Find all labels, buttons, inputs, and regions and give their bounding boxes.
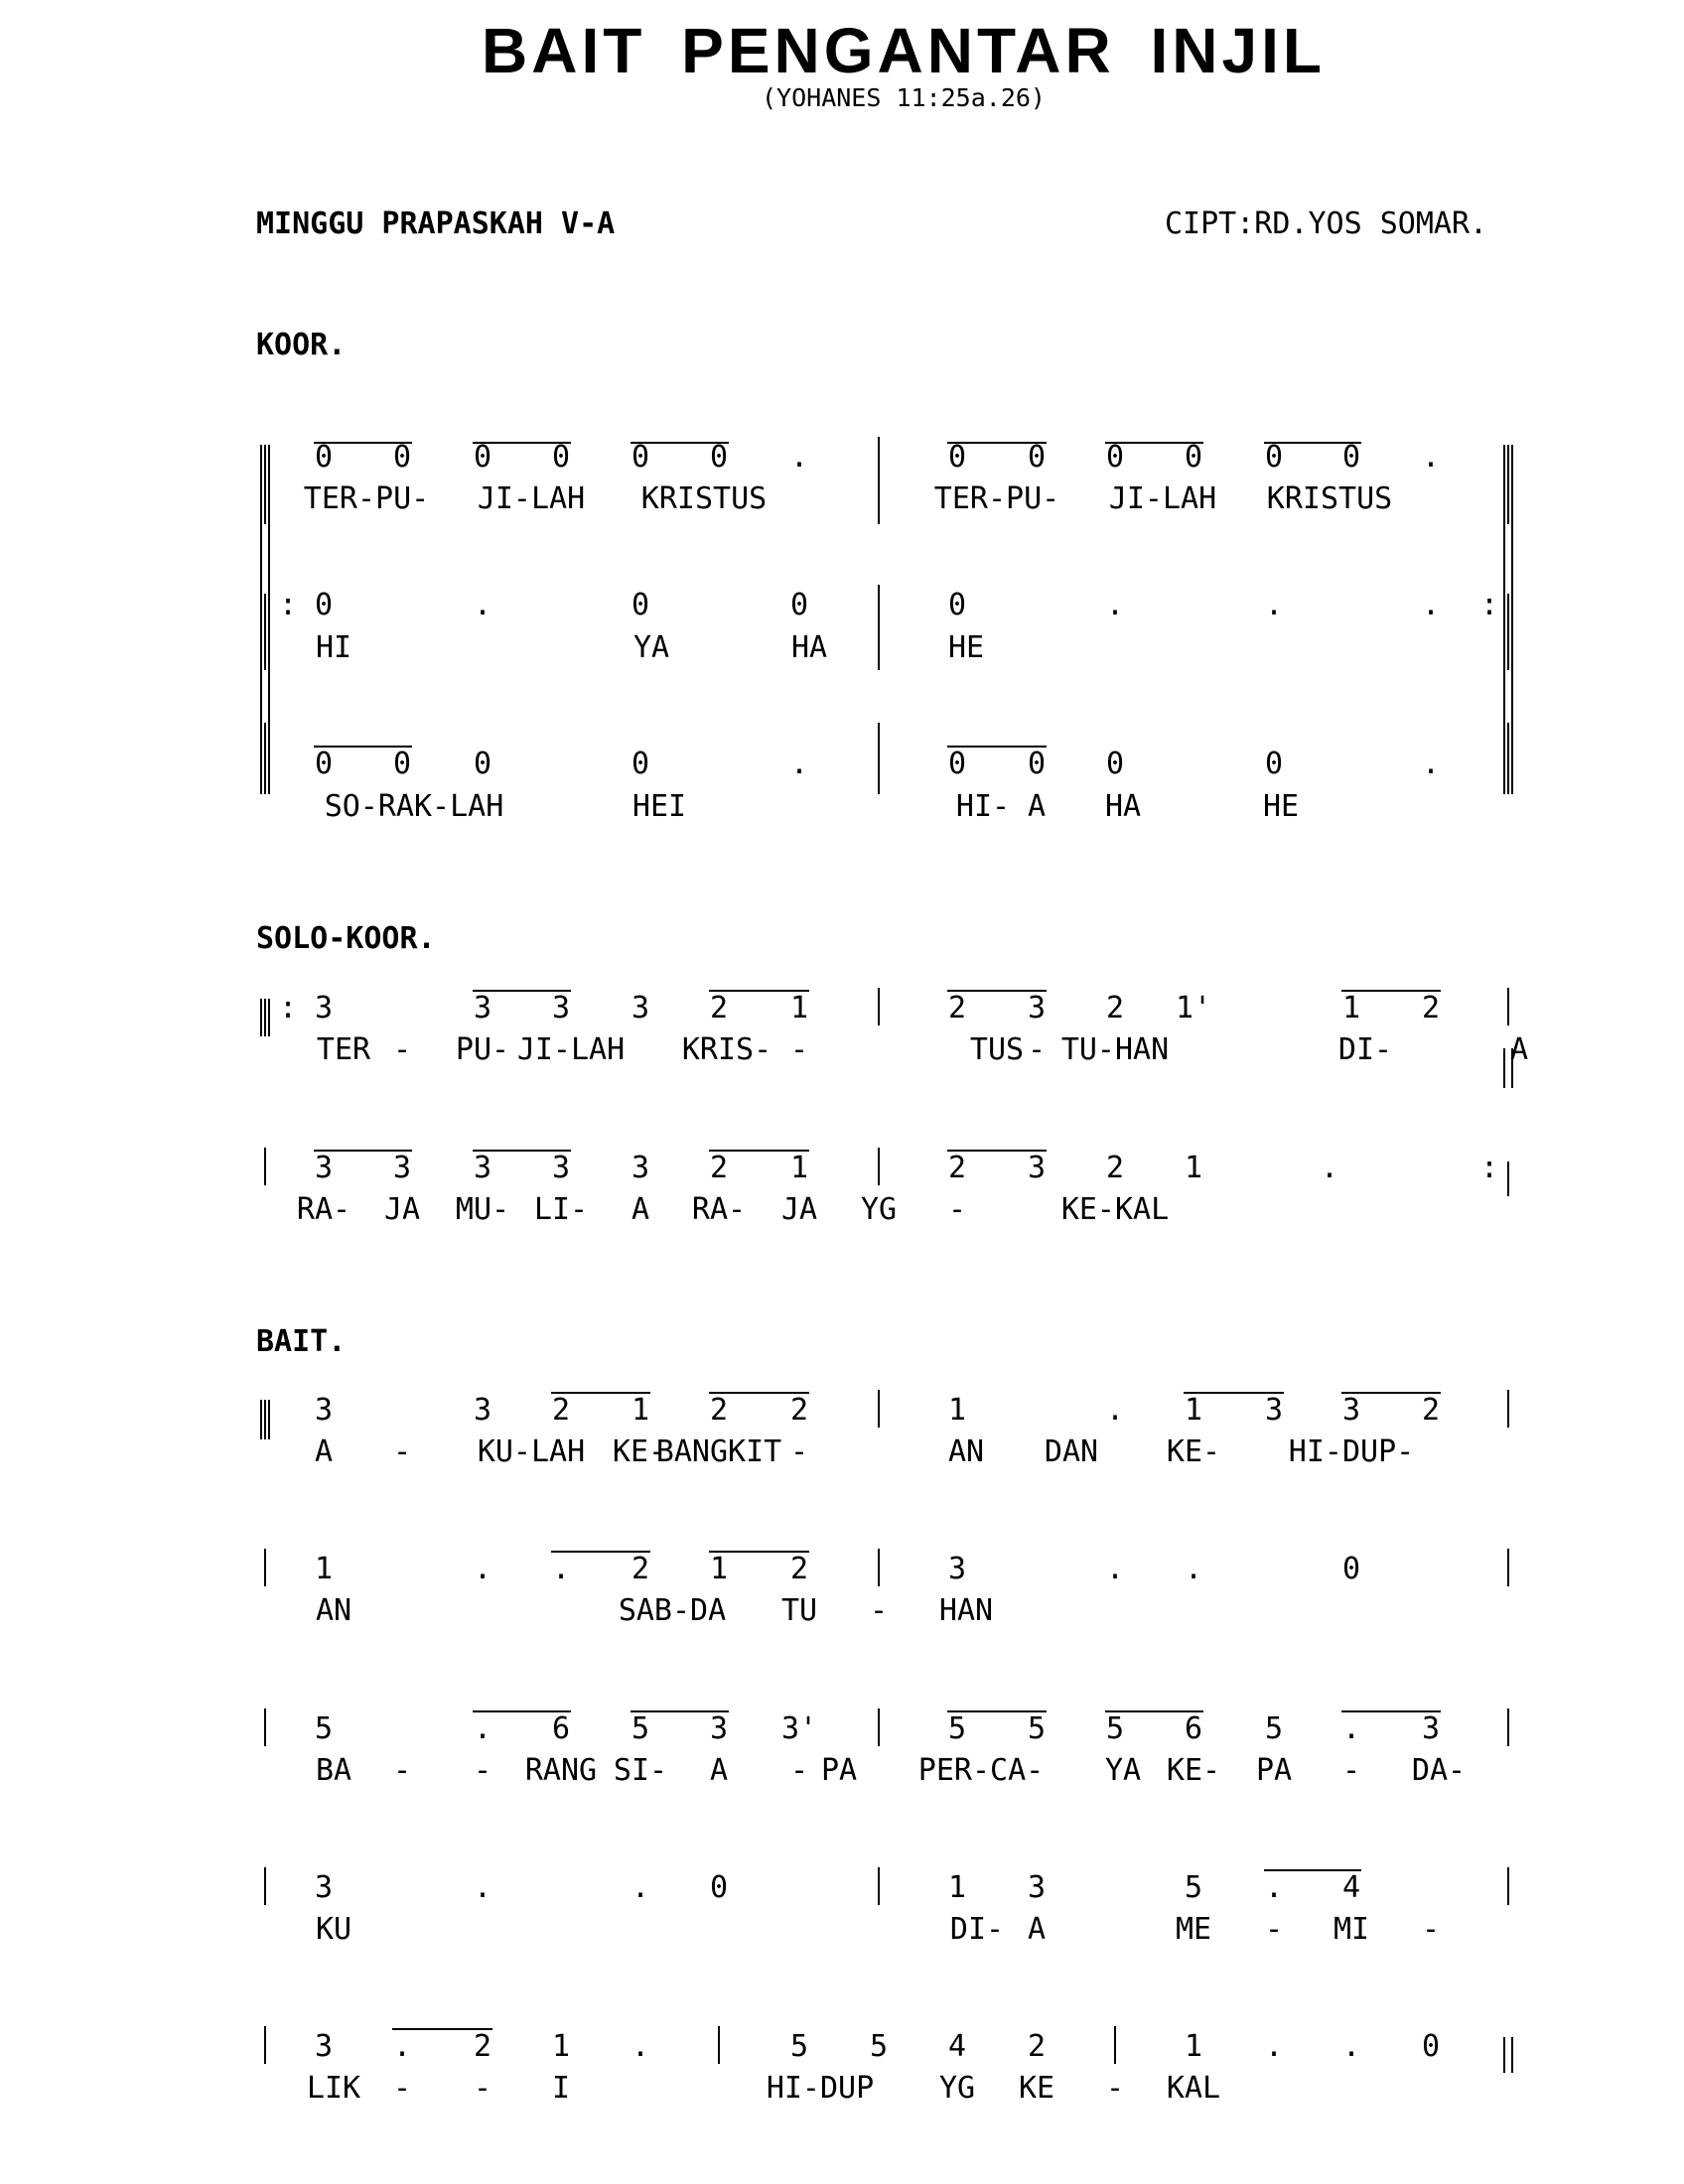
note: 1 (631, 1393, 650, 1428)
note: 0 (1341, 1552, 1361, 1586)
note: 0 (473, 747, 492, 781)
lyric-syllable: KE- (1166, 1434, 1221, 1469)
lyric-syllable: - (1027, 1032, 1047, 1067)
note: 0 (709, 440, 729, 475)
lyric-syllable: HA (790, 630, 828, 665)
lyric-syllable: SI- (613, 1753, 668, 1788)
note: 5 (789, 2029, 809, 2064)
lyric-syllable: KRISTUS (1266, 481, 1393, 516)
note-hold-dot: . (1341, 2029, 1361, 2064)
scripture-reference: (YOHANES 11:25a.26) (762, 83, 1046, 112)
note-hold-dot: . (631, 2029, 650, 2064)
note: 1 (551, 2029, 571, 2064)
section-label-solo-koor: SOLO-KOOR. (256, 921, 436, 956)
note: 3 (392, 1151, 412, 1185)
note: 1 (947, 1870, 967, 1905)
note: 3 (631, 1151, 650, 1185)
lyric-syllable: SAB-DA (618, 1593, 727, 1628)
lyric-syllable: JA (780, 1192, 818, 1227)
lyric-syllable: AN (315, 1593, 352, 1628)
lyric-syllable: A (1509, 1032, 1529, 1067)
lyric-syllable: HI-DUP- (1288, 1434, 1415, 1469)
note: 2 (1027, 2029, 1047, 2064)
lyric-syllable: PER-CA- (917, 1753, 1045, 1788)
lyric-syllable: RA- (296, 1192, 351, 1227)
note: 1 (789, 991, 809, 1025)
lyric-syllable: KE- (612, 1434, 667, 1469)
note: 3' (780, 1711, 818, 1746)
note-hold-dot: . (1264, 1870, 1284, 1905)
lyric-syllable: KU (315, 1912, 352, 1947)
note: 3 (551, 991, 571, 1025)
lyric-syllable: JI-LAH (1108, 481, 1217, 516)
note-hold-dot: . (1105, 1552, 1125, 1586)
lyric-syllable: A (1027, 1912, 1047, 1947)
note-hold-dot: . (1421, 588, 1441, 622)
note: 1 (947, 1393, 967, 1428)
lyric-syllable: - (392, 2071, 412, 2106)
lyric-syllable: HI (315, 630, 352, 665)
lyric-syllable: YG (938, 2071, 976, 2106)
note: 6 (1184, 1711, 1203, 1746)
note-hold-dot: . (1341, 1711, 1361, 1746)
note-hold-dot: . (1320, 1151, 1339, 1185)
note: 3 (314, 1151, 334, 1185)
lyric-syllable: - (473, 2071, 492, 2106)
repeat-sign: : (1479, 588, 1499, 622)
lyric-syllable: - (392, 1032, 412, 1067)
lyric-syllable: RA- (691, 1192, 747, 1227)
lyric-syllable: TU (780, 1593, 818, 1628)
lyric-syllable: MU- (455, 1192, 510, 1227)
note-hold-dot: . (631, 1870, 650, 1905)
note: 0 (473, 440, 492, 475)
lyric-syllable: KAL (1166, 2071, 1221, 2106)
note: 4 (1341, 1870, 1361, 1905)
lyric-syllable: - (1421, 1912, 1441, 1947)
lyric-syllable: TER (316, 1032, 371, 1067)
lyric-syllable: KU-LAH (477, 1434, 586, 1469)
lyric-syllable: TER-PU- (303, 481, 430, 516)
lyric-syllable: - (789, 1753, 809, 1788)
note: 3 (551, 1151, 571, 1185)
note: 1 (789, 1151, 809, 1185)
note: 3 (314, 1870, 334, 1905)
lyric-syllable: DI- (1337, 1032, 1393, 1067)
note: 2 (709, 1151, 729, 1185)
note: 0 (631, 440, 650, 475)
lyric-syllable: TUS (969, 1032, 1025, 1067)
note: 3 (1027, 1151, 1047, 1185)
note: 2 (473, 2029, 492, 2064)
note: 0 (631, 747, 650, 781)
lyric-syllable: HI- (955, 789, 1011, 824)
page-title: BAIT PENGANTAR INJIL (482, 15, 1326, 86)
note: 1 (314, 1552, 334, 1586)
note: 2 (551, 1393, 571, 1428)
lyric-syllable: - (789, 1434, 809, 1469)
lyric-syllable: YA (1104, 1753, 1142, 1788)
section-label-bait: BAIT. (256, 1324, 347, 1359)
note: 0 (631, 588, 650, 622)
note: 0 (314, 440, 334, 475)
lyric-syllable: MI (1333, 1912, 1370, 1947)
note: 1 (1341, 991, 1361, 1025)
note: 3 (473, 1393, 492, 1428)
note: 3 (947, 1552, 967, 1586)
lyric-syllable: - (1105, 2071, 1125, 2106)
note-hold-dot: . (1264, 588, 1284, 622)
note-hold-dot: . (1105, 1393, 1125, 1428)
lyric-syllable: A (709, 1753, 729, 1788)
note: 0 (1105, 747, 1125, 781)
note: 2 (789, 1552, 809, 1586)
note: 1 (1184, 2029, 1203, 2064)
lyric-syllable: HAN (938, 1593, 994, 1628)
lyric-syllable: KRIS- (681, 1032, 772, 1067)
note: 3 (473, 991, 492, 1025)
lyric-syllable: HEI (632, 789, 687, 824)
note: 3 (709, 1711, 729, 1746)
note: 0 (1184, 440, 1203, 475)
note-hold-dot: . (1264, 2029, 1284, 2064)
section-label-koor: KOOR. (256, 328, 347, 362)
note-hold-dot: . (473, 1870, 492, 1905)
note: 4 (947, 2029, 967, 2064)
note: 6 (551, 1711, 571, 1746)
lyric-syllable: - (392, 1753, 412, 1788)
note: 2 (631, 1552, 650, 1586)
note-hold-dot: . (1184, 1552, 1203, 1586)
repeat-sign: : (278, 588, 298, 622)
note: 0 (789, 588, 809, 622)
note: 0 (1027, 440, 1047, 475)
note: 1 (1184, 1151, 1203, 1185)
note: 0 (709, 1870, 729, 1905)
note: 3 (314, 1393, 334, 1428)
note-hold-dot: . (473, 1711, 492, 1746)
note-hold-dot: . (1421, 440, 1441, 475)
note-hold-dot: . (789, 747, 809, 781)
lyric-syllable: YG (860, 1192, 898, 1227)
note: 0 (1027, 747, 1047, 781)
note: 0 (1264, 440, 1284, 475)
repeat-sign: : (1479, 1151, 1499, 1185)
lyric-syllable: I (551, 2071, 571, 2106)
lyric-syllable: - (869, 1593, 889, 1628)
note-hold-dot: . (473, 1552, 492, 1586)
note: 0 (392, 747, 412, 781)
note: 2 (947, 1151, 967, 1185)
composer-credit: CIPT:RD.YOS SOMAR. (1165, 206, 1488, 241)
lyric-syllable: A (314, 1434, 334, 1469)
lyric-syllable: TER-PU- (933, 481, 1060, 516)
lyric-syllable: PA (1255, 1753, 1293, 1788)
lyric-syllable: A (631, 1192, 650, 1227)
note: 3 (314, 2029, 334, 2064)
note: 5 (1184, 1870, 1203, 1905)
note: 3 (1341, 1393, 1361, 1428)
note: 3 (1264, 1393, 1284, 1428)
note: 5 (947, 1711, 967, 1746)
lyric-syllable: KE- (1166, 1753, 1221, 1788)
note: 1' (1175, 991, 1212, 1025)
note: 0 (1421, 2029, 1441, 2064)
note: 0 (392, 440, 412, 475)
note: 5 (869, 2029, 889, 2064)
note: 0 (551, 440, 571, 475)
note: 5 (1027, 1711, 1047, 1746)
lyric-syllable: - (473, 1753, 492, 1788)
liturgical-occasion: MINGGU PRAPASKAH V-A (256, 206, 616, 241)
lyric-syllable: HI-DUP (766, 2071, 875, 2106)
note: 5 (314, 1711, 334, 1746)
note: 3 (1027, 991, 1047, 1025)
lyric-syllable: LIK (306, 2071, 361, 2106)
note: 0 (1264, 747, 1284, 781)
lyric-syllable: - (392, 1434, 412, 1469)
lyric-syllable: - (1264, 1912, 1284, 1947)
lyric-syllable: JI-LAH (477, 481, 586, 516)
note: 2 (709, 991, 729, 1025)
lyric-syllable: AN (947, 1434, 985, 1469)
note: 5 (1264, 1711, 1284, 1746)
lyric-syllable: - (789, 1032, 809, 1067)
note: 0 (314, 588, 334, 622)
lyric-syllable: KE-KAL (1060, 1192, 1170, 1227)
note: 2 (789, 1393, 809, 1428)
note: 0 (947, 440, 967, 475)
note: 2 (1105, 991, 1125, 1025)
note: 5 (1105, 1711, 1125, 1746)
lyric-syllable: - (947, 1192, 967, 1227)
lyric-syllable: HE (1262, 789, 1300, 824)
note-hold-dot: . (1421, 747, 1441, 781)
note-hold-dot: . (473, 588, 492, 622)
lyric-syllable: PU- (455, 1032, 510, 1067)
note-hold-dot: . (392, 2029, 412, 2064)
note: 2 (709, 1393, 729, 1428)
note: 3 (314, 991, 334, 1025)
note: 3 (631, 991, 650, 1025)
note: 0 (314, 747, 334, 781)
note: 2 (947, 991, 967, 1025)
lyric-syllable: BA (315, 1753, 352, 1788)
note: 1 (1184, 1393, 1203, 1428)
lyric-syllable: A (1027, 789, 1047, 824)
lyric-syllable: ME (1175, 1912, 1212, 1947)
lyric-syllable: PA (820, 1753, 858, 1788)
lyric-syllable: TU-HAN (1060, 1032, 1170, 1067)
note-hold-dot: . (789, 440, 809, 475)
lyric-syllable: HE (947, 630, 985, 665)
lyric-syllable: JI-LAH (516, 1032, 626, 1067)
lyric-syllable: DA- (1411, 1753, 1467, 1788)
lyric-syllable: LI- (533, 1192, 589, 1227)
lyric-syllable: JA (383, 1192, 421, 1227)
lyric-syllable: YA (632, 630, 670, 665)
lyric-syllable: - (1341, 1753, 1361, 1788)
lyric-syllable: KE (1018, 2071, 1055, 2106)
note: 3 (473, 1151, 492, 1185)
note: 2 (1421, 1393, 1441, 1428)
lyric-syllable: BANGKIT (655, 1434, 782, 1469)
lyric-syllable: DAN (1044, 1434, 1099, 1469)
lyric-syllable: DI- (949, 1912, 1005, 1947)
note: 3 (1027, 1870, 1047, 1905)
note: 0 (1341, 440, 1361, 475)
note: 3 (1421, 1711, 1441, 1746)
note: 0 (947, 747, 967, 781)
lyric-syllable: SO-RAK-LAH (324, 789, 504, 824)
lyric-syllable: KRISTUS (640, 481, 768, 516)
note-hold-dot: . (1105, 588, 1125, 622)
lyric-syllable: HA (1104, 789, 1142, 824)
note: 0 (947, 588, 967, 622)
note: 0 (1105, 440, 1125, 475)
note: 1 (709, 1552, 729, 1586)
lyric-syllable: RANG (524, 1753, 598, 1788)
note: 2 (1105, 1151, 1125, 1185)
note: 5 (631, 1711, 650, 1746)
note-hold-dot: . (551, 1552, 571, 1586)
note: 2 (1421, 991, 1441, 1025)
repeat-sign: : (278, 991, 298, 1025)
